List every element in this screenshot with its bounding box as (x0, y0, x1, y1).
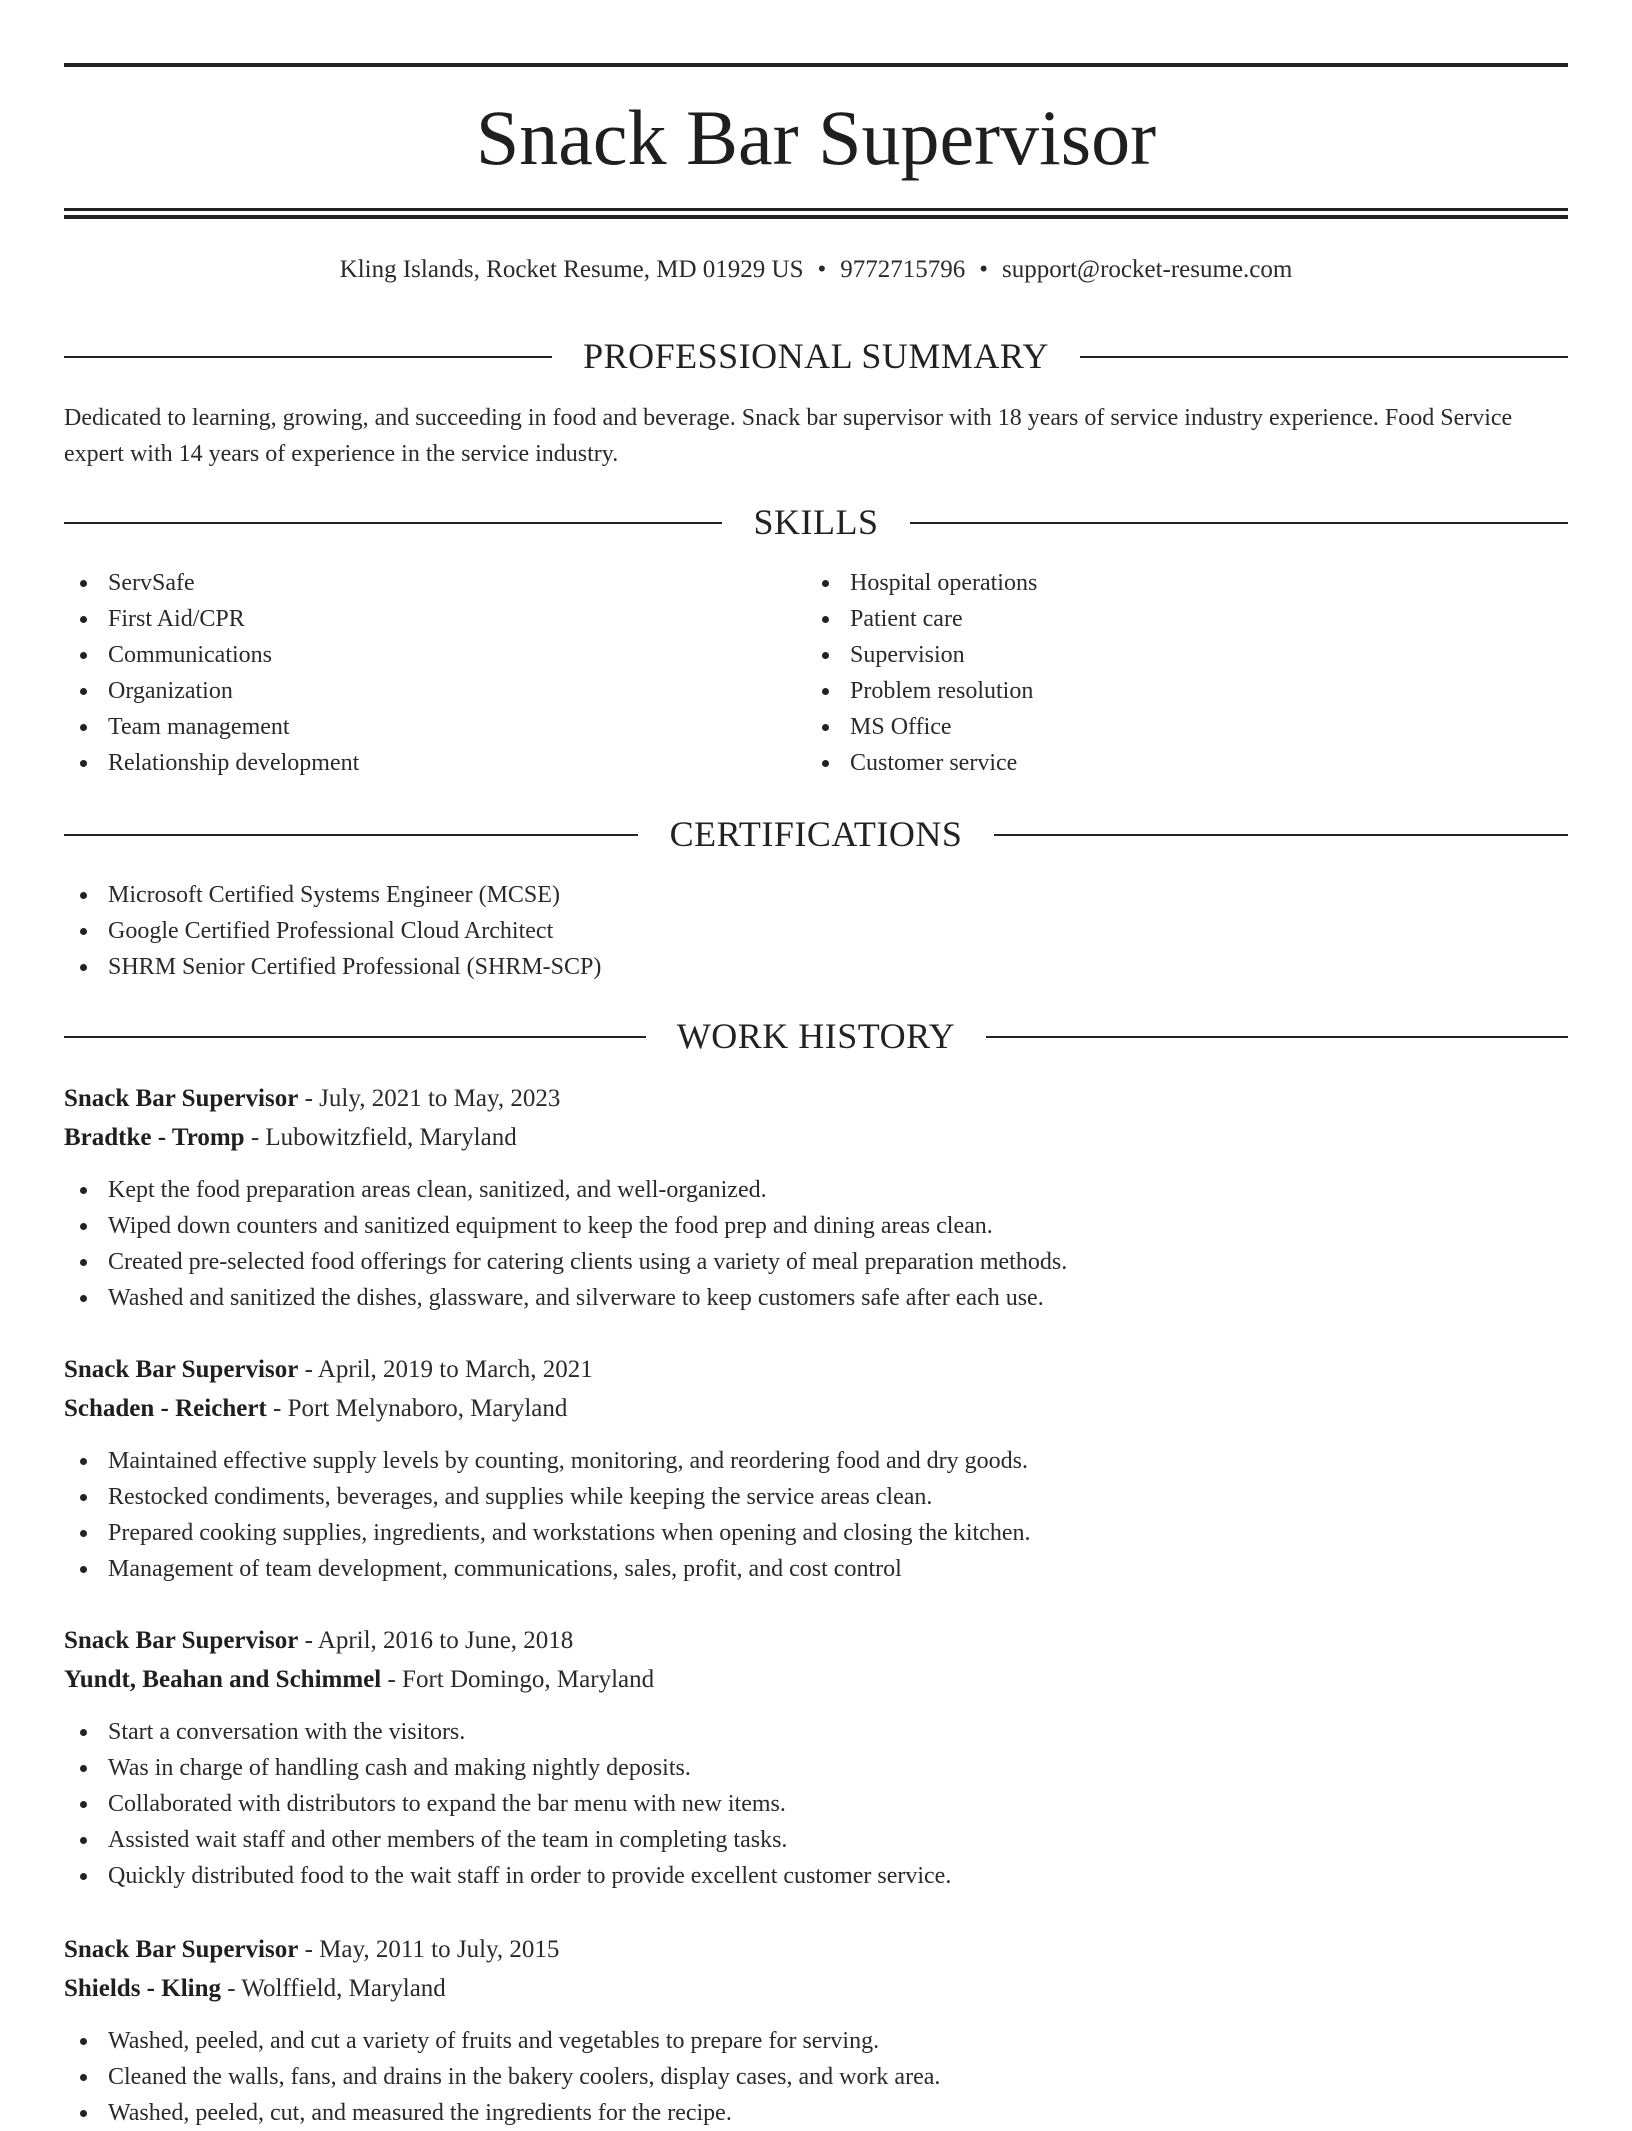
resume-title: Snack Bar Supervisor (475, 94, 1157, 181)
list-item: SHRM Senior Certified Professional (SHRM-SCP) (64, 949, 1564, 985)
job-bullet: Prepared cooking supplies, ingredients, and workstations when opening and closing the kitchen. (64, 1515, 1564, 1551)
job-bullet: Washed, peeled, and cut a variety of fruits and vegetables to prepare for serving. (64, 2023, 1564, 2059)
list-item: Hospital operations (806, 565, 1506, 601)
section-header-work-history (64, 1014, 1568, 1058)
job-bullet: Restocked condiments, beverages, and supplies while keeping the service areas clean. (64, 1479, 1564, 1515)
job-bullet: Washed, peeled, cut, and measured the ingredients for the recipe. (64, 2095, 1564, 2131)
job-location: - Wolffield, Maryland (227, 1975, 446, 2002)
job-bullet: Washed and sanitized the dishes, glassware, and silverware to keep customers safe after each use. (64, 1280, 1564, 1316)
header-double-rule-upper (64, 208, 1568, 211)
section-header-certifications (64, 812, 1568, 856)
certifications-list (64, 877, 1564, 985)
contact-address: Kling Islands, Rocket Resume, MD 01929 US (339, 256, 804, 283)
job-bullet: Assisted wait staff and other members of the team in completing tasks. (64, 1822, 1564, 1858)
list-item: Google Certified Professional Cloud Architect (64, 913, 1564, 949)
contact-line (64, 252, 1568, 288)
list-item: Microsoft Certified Systems Engineer (MCSE) (64, 877, 1564, 913)
contact-separator: • (817, 256, 827, 283)
job-title-line (64, 1080, 1568, 1118)
header-top-rule (64, 63, 1568, 67)
job-company-line (64, 1970, 1568, 2008)
job-dates: - July, 2021 to May, 2023 (304, 1085, 561, 1112)
job-dates: - April, 2019 to March, 2021 (304, 1356, 593, 1383)
job-company: Schaden - Reichert (64, 1395, 267, 1422)
job-location: - Fort Domingo, Maryland (387, 1666, 655, 1693)
job-bullet: Was in charge of handling cash and making nightly deposits. (64, 1750, 1564, 1786)
list-item: Supervision (806, 637, 1506, 673)
job-dates: - May, 2011 to July, 2015 (304, 1936, 560, 1963)
contact-separator: • (979, 256, 989, 283)
job-bullet: Cleaned the walls, fans, and drains in the bakery coolers, display cases, and work area. (64, 2059, 1564, 2095)
job-bullet: Created pre-selected food offerings for catering clients using a variety of meal preparation methods. (64, 1244, 1564, 1280)
job-bullets (64, 2023, 1564, 2131)
job-title: Snack Bar Supervisor (64, 1627, 299, 1654)
contact-email: support@rocket-resume.com (1002, 256, 1293, 283)
section-header-summary (64, 334, 1568, 378)
section-title-work-history: WORK HISTORY (676, 1016, 956, 1056)
list-item: ServSafe (64, 565, 764, 601)
section-header-skills (64, 500, 1568, 544)
job-title: Snack Bar Supervisor (64, 1085, 299, 1112)
job-bullets (64, 1172, 1564, 1316)
job-company: Shields - Kling (64, 1975, 221, 2002)
job-bullets (64, 1714, 1564, 1894)
list-item: Patient care (806, 601, 1506, 637)
job-company: Bradtke - Tromp (64, 1124, 245, 1151)
job-title: Snack Bar Supervisor (64, 1356, 299, 1383)
job-bullet: Collaborated with distributors to expand the bar menu with new items. (64, 1786, 1564, 1822)
section-title-skills: SKILLS (753, 502, 879, 542)
job-title-line (64, 1622, 1568, 1660)
job-bullet: Quickly distributed food to the wait staff in order to provide excellent customer service. (64, 1858, 1564, 1894)
list-item: Relationship development (64, 745, 764, 781)
job-title-line (64, 1931, 1568, 1969)
list-item: Team management (64, 709, 764, 745)
header-double-rule-lower (64, 215, 1568, 219)
job-bullet: Start a conversation with the visitors. (64, 1714, 1564, 1750)
skills-list-left (64, 565, 764, 781)
section-title-certifications: CERTIFICATIONS (669, 814, 963, 854)
job-location: - Port Melynaboro, Maryland (273, 1395, 568, 1422)
job-dates: - April, 2016 to June, 2018 (304, 1627, 574, 1654)
job-bullet: Kept the food preparation areas clean, sanitized, and well-organized. (64, 1172, 1564, 1208)
job-bullet: Wiped down counters and sanitized equipment to keep the food prep and dining areas clean. (64, 1208, 1564, 1244)
job-bullets (64, 1443, 1564, 1587)
job-bullet: Maintained effective supply levels by counting, monitoring, and reordering food and dry goods. (64, 1443, 1564, 1479)
job-company: Yundt, Beahan and Schimmel (64, 1666, 382, 1693)
skills-list-right (806, 565, 1506, 781)
job-title-line (64, 1351, 1568, 1389)
list-item: Communications (64, 637, 764, 673)
job-bullet: Management of team development, communications, sales, profit, and cost control (64, 1551, 1564, 1587)
list-item: Customer service (806, 745, 1506, 781)
list-item: MS Office (806, 709, 1506, 745)
job-company-line (64, 1661, 1568, 1699)
list-item: Problem resolution (806, 673, 1506, 709)
job-title: Snack Bar Supervisor (64, 1936, 299, 1963)
job-company-line (64, 1390, 1568, 1428)
job-company-line (64, 1119, 1568, 1157)
section-title-summary: PROFESSIONAL SUMMARY (583, 336, 1049, 376)
list-item: Organization (64, 673, 764, 709)
contact-phone: 9772715796 (840, 256, 966, 283)
list-item: First Aid/CPR (64, 601, 764, 637)
summary-text: Dedicated to learning, growing, and succeeding in food and beverage. Snack bar supervisor with 18 years of service industry experience. Food Service expert with 14 years of experience in the service industry. (64, 405, 1513, 467)
job-location: - Lubowitzfield, Maryland (250, 1124, 517, 1151)
